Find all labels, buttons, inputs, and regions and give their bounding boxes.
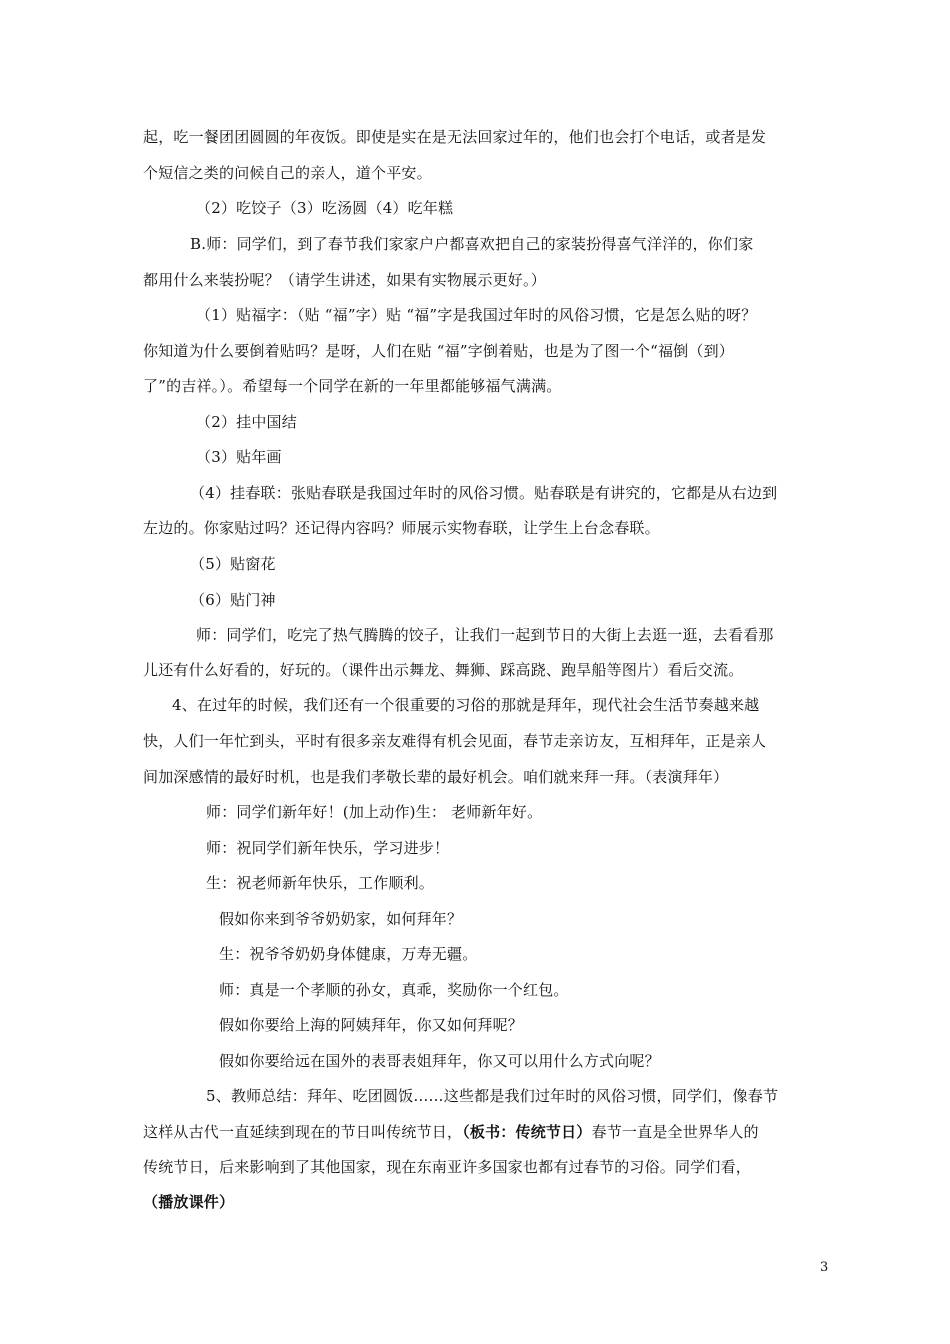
- text-line: 都用什么来装扮呢？（请学生讲述，如果有实物展示更好。）: [143, 271, 546, 289]
- text-line: （1）贴福字：（贴 “福”字）贴 “福”字是我国过年时的风俗习惯，它是怎么贴的呀？: [196, 306, 757, 324]
- text-line: （4）挂春联：张贴春联是我国过年时的风俗习惯。贴春联是有讲究的，它都是从右边到: [190, 484, 778, 502]
- text-run: 这样从古代一直延续到现在的节日叫传统节日，: [143, 1123, 463, 1141]
- text-line: 假如你要给上海的阿姨拜年，你又如何拜呢？: [219, 1016, 524, 1034]
- text-line: （2）挂中国结: [196, 413, 297, 431]
- text-line: 了”的吉祥。）。希望每一个同学在新的一年里都能够福气满满。: [143, 377, 562, 395]
- text-line: 5、教师总结：拜年、吃团圆饭……这些都是我们过年时的风俗习惯，同学们，像春节: [206, 1087, 779, 1105]
- text-line: 假如你要给远在国外的表哥表姐拜年，你又可以用什么方式向呢？: [219, 1052, 660, 1070]
- text-line: 儿还有什么好看的，好玩的。（课件出示舞龙、舞狮、踩高跷、跑旱船等图片）看后交流。: [143, 661, 744, 679]
- text-line: 快，人们一年忙到头，平时有很多亲友难得有机会见面，春节走亲访友，互相拜年，正是亲人: [143, 732, 767, 750]
- text-line: 生：祝老师新年快乐，工作顺利。: [206, 874, 435, 892]
- text-line: 间加深感情的最好时机，也是我们孝敬长辈的最好机会。咱们就来拜一拜。（表演拜年）: [143, 768, 729, 786]
- text-line: [143, 1122, 759, 1142]
- text-line: （5）贴窗花: [190, 555, 276, 573]
- text-line: 师：同学们，吃完了热气腾腾的饺子，让我们一起到节日的大街上去逛一逛，去看看那: [196, 626, 774, 644]
- text-line: （3）贴年画: [196, 448, 282, 466]
- play-courseware-note: （播放课件）: [143, 1193, 235, 1211]
- text-line: 4、在过年的时候，我们还有一个很重要的习俗的那就是拜年，现代社会生活节奏越来越: [172, 696, 760, 714]
- text-line: 传统节日，后来影响到了其他国家，现在东南亚许多国家也都有过春节的习俗。同学们看，: [143, 1158, 752, 1176]
- text-line: 起，吃一餐团团圆圆的年夜饭。即使是实在是无法回家过年的，他们也会打个电话，或者是发: [143, 128, 767, 146]
- text-line: B.师：同学们，到了春节我们家家户户都喜欢把自己的家装扮得喜气洋洋的，你们家: [190, 235, 754, 253]
- text-line: 左边的。你家贴过吗？还记得内容吗？师展示实物春联，让学生上台念春联。: [143, 519, 660, 537]
- board-note-bold: （板书：传统节日）: [462, 1123, 592, 1141]
- text-line: （2）吃饺子（3）吃汤圆（4）吃年糕: [196, 199, 454, 217]
- text-line: 生：祝爷爷奶奶身体健康，万寿无疆。: [219, 945, 478, 963]
- text-line: 师：真是一个孝顺的孙女，真乖，奖励你一个红包。: [219, 981, 569, 999]
- text-line: 师：同学们新年好！(加上动作)生： 老师新年好。: [206, 803, 543, 821]
- text-line: 你知道为什么要倒着贴吗？是呀，人们在贴 “福”字倒着贴，也是为了图一个“福倒（到）: [143, 342, 734, 360]
- page-number: 3: [820, 1260, 829, 1275]
- text-line: 师：祝同学们新年快乐，学习进步！: [206, 839, 450, 857]
- text-line: 假如你来到爷爷奶奶家，如何拜年？: [219, 910, 463, 928]
- text-run: 春节一直是全世界华人的: [591, 1123, 759, 1141]
- text-line: 个短信之类的问候自己的亲人，道个平安。: [143, 164, 432, 182]
- text-line: （6）贴门神: [190, 591, 276, 609]
